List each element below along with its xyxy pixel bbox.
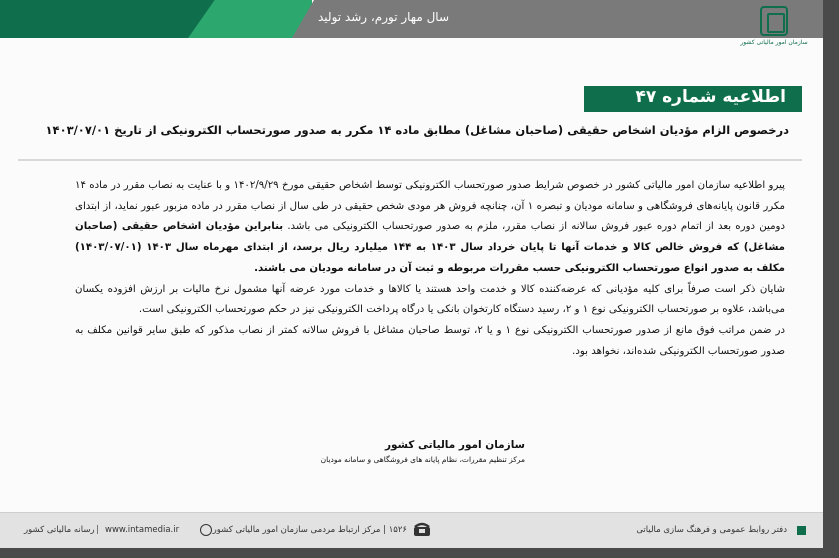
body-paragraph-3: در ضمن مراتب فوق مانع از صدور صورتحساب الکترونیکی نوع ۱ و یا ۲، توسط صاحبان مشاغل با فروش سالانه کمتر از نصاب مذکور که طبق سایر قوانین مکلف به صدور صورتحساب الکترونیکی شده‌اند، نخواهد بود. (75, 324, 785, 357)
body-paragraph (75, 176, 785, 280)
body-paragraph-2: شایان ذکر است صرفاً برای کلیه مؤدیانی که عرضه‌کننده کالا و خدمت واحد هستند یا کالاها و خدمات مورد عرضه آنها مشمول نرخ مالیات بر ارزش افزوده یکسان می‌باشد، علاوه بر صورتحساب الکترونیکی نوع ۱ و ۲، رسید دستگاه کارتخوان بانکی یا درگاه پرداخت الکترونیکی نیز در حکم صورتحساب الکترونیکی است. (75, 283, 785, 316)
logo-caption: سازمان امور مالیاتی کشور (740, 39, 808, 46)
announcement-subject: درخصوص الزام مؤدیان اشخاص حقیقی (صاحبان مشاغل) مطابق ماده ۱۴ مکرر به صدور صورتحساب الکترونیکی از تاریخ ۱۴۰۳/۰۷/۰۱ (45, 123, 789, 137)
header-accent-stripe (182, 0, 312, 38)
footer-website[interactable]: www.intamedia.ir (105, 525, 180, 535)
globe-icon (200, 524, 212, 536)
footer-media-name: رسانه مالیاتی کشور (24, 525, 95, 535)
footer-department: دفتر روابط عمومی و فرهنگ سازی مالیاتی (636, 525, 787, 535)
organization-logo (740, 6, 808, 56)
logo-emblem-icon (760, 6, 788, 36)
header-slogan: سال مهار تورم، رشد تولید (318, 10, 449, 24)
footer-phone-center: ۱۵۲۶ | مرکز ارتباط مردمی سازمان امور مالیاتی کشور (212, 525, 407, 535)
body-paragraph-1: پیرو اطلاعیه سازمان امور مالیاتی کشور در خصوص شرایط صدور صورتحساب الکترونیکی توسط اشخاص حقیقی مورخ ۱۴۰۲/۹/۲۹ و با عنایت به نصاب مقرر در ماده ۱۴ مکرر قانون پایانه‌های فروشگاهی و سامانه مودیان و تبصره ۱ آن، چنانچه فروش هر مودی شخص حقیقی در طی سال از نصاب مقرر در ماده مزبور عبور نماید، از ابتدای دومین دوره بعد از اتمام دوره عبور فروش سالانه از نصاب مقرر، ملزم به صدور صورتحساب الکترونیکی می باشد. (75, 180, 785, 233)
announcement-title: اطلاعیه شماره ۴۷ (635, 87, 786, 107)
announcement-body (75, 176, 785, 362)
footer-bar (0, 512, 823, 548)
footer-separator: | (96, 525, 100, 535)
header-green-band (0, 0, 312, 38)
footer-square-icon (797, 526, 806, 535)
signature-unit: مرکز تنظیم مقررات، نظام پایانه های فروشگاهی و سامانه مودیان (320, 455, 525, 464)
title-banner (584, 86, 802, 112)
bottom-edge-strip (0, 548, 839, 558)
phone-icon (413, 521, 431, 537)
divider (18, 159, 802, 161)
signature-organization: سازمان امور مالیاتی کشور (384, 439, 525, 451)
right-edge-strip (823, 0, 839, 558)
body-paragraph-1-bold: بنابراین مؤدیان اشخاص حقیقی (صاحبان مشاغل) که فروش خالص کالا و خدمات آنها تا پایان خرداد سال ۱۴۰۳ به ۱۴۴ میلیارد ریال برسد، از ابتدای مهرماه سال ۱۴۰۳ (۱۴۰۳/۰۷/۰۱) مکلف به صدور انواع صورتحساب الکترونیکی حسب مقررات مربوطه و ثبت آن در سامانه مودیان می باشند. (75, 221, 785, 274)
signature-block (321, 437, 525, 467)
